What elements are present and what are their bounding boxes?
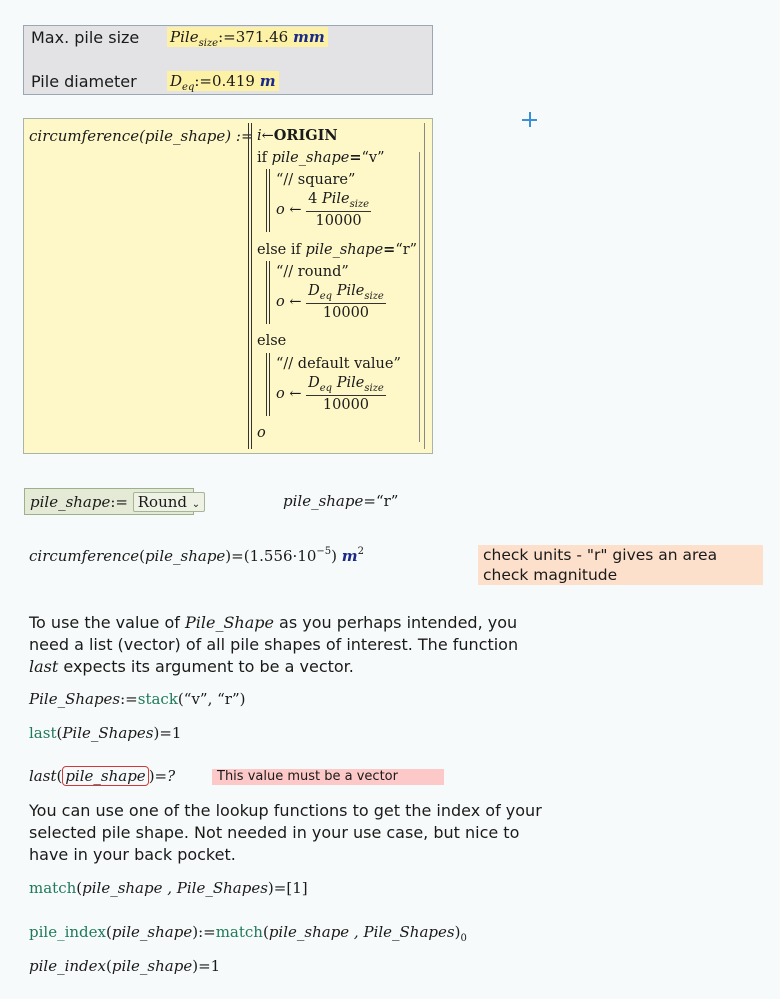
branch-bar [266, 169, 270, 232]
pile-size-definition[interactable]: Pile$_{size}$:=371.46 mm [167, 28, 328, 49]
last-eval-error[interactable]: last( pile_shape )=? [29, 767, 176, 785]
crosshair-cursor-icon [522, 112, 537, 127]
else-if-line: else if pile_shape=“r” [257, 241, 418, 258]
match-eval[interactable]: match(pile_shape , Pile_Shapes)=[1] [29, 879, 308, 897]
label-max-pile-size: Max. pile size [31, 28, 140, 47]
branch-bar [266, 261, 270, 324]
comment-square: “// square” [276, 172, 356, 188]
program-head: circumference(pile_shape) := [29, 127, 254, 145]
comment-default: “// default value” [276, 356, 401, 372]
program-bar [248, 123, 252, 449]
pile-index-eval[interactable]: pile_index(pile_shape)=1 [29, 957, 221, 975]
pile-shape-dropdown[interactable]: Round ⌄ [133, 492, 205, 512]
comment-round: “// round” [276, 264, 349, 280]
pile-index-definition[interactable]: pile_index(pile_shape):=match(pile_shape , $Pile\_Shapes)_0$ [29, 923, 467, 944]
circumference-eval[interactable]: $circumference(pile\_shape)=(1.556\cdot 10^{-5})$ $m^2$ [29, 546, 365, 565]
last-eval-vector[interactable]: last(Pile_Shapes)=1 [29, 724, 182, 742]
units-note[interactable]: check units - "r" gives an area check magnitude [478, 545, 763, 585]
error-message: This value must be a vector [212, 769, 444, 785]
paragraph-lookup[interactable]: You can use one of the lookup functions to get the index of your selected pile shape. Not needed in your use case, but nice to have in your back pocket. [29, 801, 542, 864]
input-region[interactable] [23, 25, 433, 95]
label-pile-diameter: Pile diameter [31, 72, 137, 91]
return-line: o [257, 425, 266, 441]
pile-shape-eval[interactable]: pile_shape=“r” [283, 492, 399, 510]
pile-shape-selector[interactable]: pile_shape:= Round ⌄ [24, 488, 194, 515]
assign-square: o ← $\frac{4 Pile_{size}}{10000}$ [276, 191, 370, 229]
branch-bar-right [419, 152, 420, 442]
init-line: i←ORIGIN [257, 127, 338, 144]
error-highlight: pile_shape [62, 766, 148, 786]
pile-shapes-definition[interactable]: Pile_Shapes:=stack(“v”, “r”) [29, 690, 246, 708]
program-bar-right [424, 123, 425, 449]
if-line: if pile_shape=“v” [257, 149, 385, 166]
chevron-down-icon: ⌄ [191, 499, 201, 510]
paragraph-vector-explanation[interactable]: To use the value of Pile_Shape as you perhaps intended, you need a list (vector) of all pile shapes of interest. The function last expects its argument to be a vector. [29, 613, 519, 676]
pile-diameter-definition[interactable]: $D_{eq}:=0.419$ m [167, 72, 279, 93]
assign-default: o ← $\frac{D_{eq} Pile_{size}}{10000}$ [276, 375, 384, 413]
else-line: else [257, 333, 287, 349]
circumference-program[interactable] [23, 118, 433, 454]
assign-round: o ← $\frac{D_{eq} Pile_{size}}{10000}$ [276, 283, 384, 321]
branch-bar [266, 353, 270, 416]
